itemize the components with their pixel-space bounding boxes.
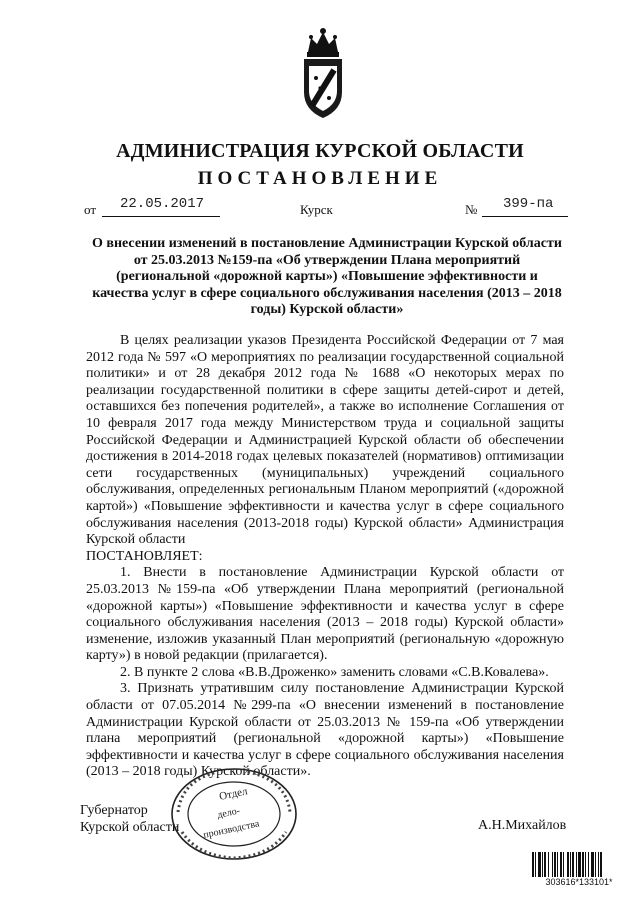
signatory-position-line1: Губернатор — [80, 803, 148, 818]
barcode-number: 303616*133101* — [531, 877, 627, 888]
date-prefix: от — [84, 202, 97, 217]
document-number: 399-па — [503, 196, 554, 212]
item-1-paragraph: 1. Внести в постановление Администрации Курской области от 25.03.2013 №159-па «Об утверждении Плана мероприятий (региональной «дорожной карты») «Повышение эффективности и качества услуг в сфере социального обслуживания населения (2013 – 2018 годы) Курской области» изменение, изложив указанный План мероприятий (региональную «дорожную карту») в новой редакции (прилагается). — [86, 565, 564, 664]
stamp-text-line3: производства — [202, 818, 261, 841]
organization-title: АДМИНИСТРАЦИЯ КУРСКОЙ ОБЛАСТИ — [116, 140, 524, 162]
coat-of-arms-emblem — [300, 26, 346, 120]
city-label: Курск — [300, 202, 333, 217]
office-stamp — [168, 766, 300, 862]
document-body — [86, 333, 564, 781]
number-prefix: № — [465, 202, 478, 217]
item-3-paragraph: 3. Признать утратившим силу постановление Администрации Курской области от 07.05.2014 №299-па «О внесении изменений в постановление Администрации Курской области от 25.03.2013 № 159-па «Об утверждении плана мероприятий (региональной «дорожной карты») «Повышение эффективности и качества услуг в сфере социального обслуживания населения (2013 – 2018 годы) Курской области». — [86, 681, 564, 780]
stamp-text-line2: дело- — [216, 805, 241, 821]
number-underline — [482, 216, 568, 217]
resolves-heading: ПОСТАНОВЛЯЕТ: — [86, 548, 203, 564]
document-date: 22.05.2017 — [120, 196, 205, 212]
document-subject: О внесении изменений в постановление Администрации Курской области от 25.03.2013 №159-па «Об утверждении Плана мероприятий (региональной «дорожной карты») «Повышение эффективности и качества услуг в сфере социального обслуживания населения (2013 – 2018 годы) Курской области» — [92, 236, 562, 317]
signatory-position-line2: Курской области — [80, 820, 180, 835]
signatory-name: А.Н.Михайлов — [478, 818, 567, 833]
document-meta-row — [0, 196, 640, 226]
date-underline — [102, 216, 220, 217]
item-2-paragraph: 2. В пункте 2 слова «В.В.Дроженко» заменить словами «С.В.Ковалева». — [120, 664, 549, 680]
signatory-position — [80, 802, 179, 836]
document-type-title: ПОСТАНОВЛЕНИЕ — [197, 168, 443, 189]
preamble-paragraph: В целях реализации указов Президента Российской Федерации от 7 мая 2012 года № 597 «О мероприятиях по реализации государственной социальной политики» и от 28 декабря 2012 года № 1688 «О некоторых мерах по реализации государственной политики в сфере защиты детей-сирот и детей, оставшихся без попечения родителей», а также во исполнение Соглашения от 10 февраля 2017 года между Министерством труда и социальной защиты Российской Федерации и Администрацией Курской области об обеспечении достижения в 2014-2018 годах целевых показателей (нормативов) оптимизации сети государственных (муниципальных) учреждений социального обслуживания, определенных региональным Планом мероприятий («дорожной картой») «Повышение эффективности и качества услуг в сфере социального обслуживания населения (2013-2018 годы) Курской области» Администрация Курской области — [86, 333, 564, 548]
stamp-text-line1: Отдел — [218, 785, 249, 803]
